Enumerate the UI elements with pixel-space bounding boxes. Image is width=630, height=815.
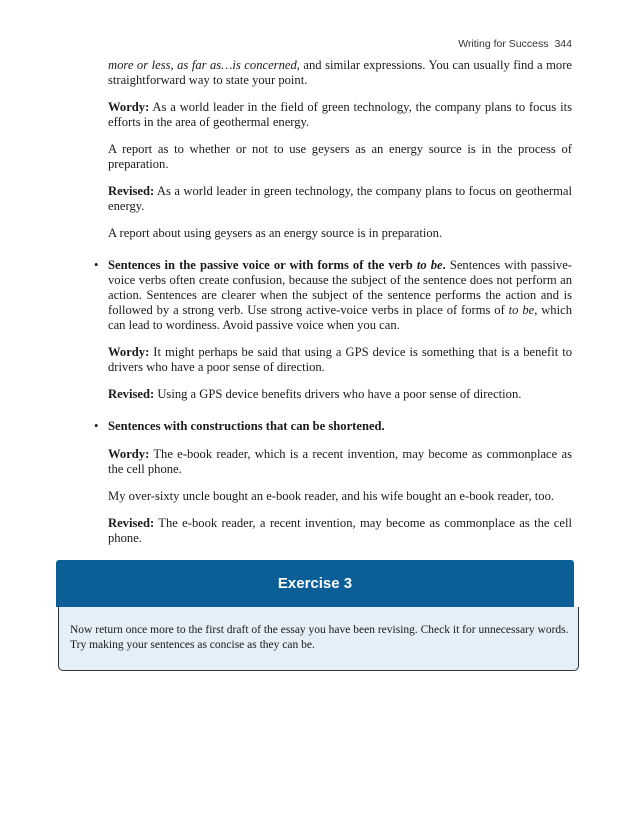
example-sentence: A report about using geysers as an energy source is in preparation. bbox=[108, 226, 443, 240]
wordy-example bbox=[108, 100, 572, 130]
paragraph-text: and similar expressions. You can usually find a more straightforward way to state your point. bbox=[108, 58, 572, 87]
running-header bbox=[458, 38, 572, 50]
revised-label: Revised: bbox=[108, 184, 155, 198]
example-text: The e-book reader, a recent invention, may become as commonplace as the cell phone. bbox=[108, 516, 572, 545]
italic-phrase: more or less, as far as…is concerned, bbox=[108, 58, 300, 72]
revised-label: Revised: bbox=[108, 387, 155, 401]
bullet-text: Sentences with passive-voice verbs often create confusion, because the subject of the sentence does not perform an action. Sentences are clearer when the subject of the sentence performs the action and is followed by a strong verb. Use strong active-voice verbs in place of forms of bbox=[108, 258, 572, 317]
revised-example bbox=[108, 184, 572, 214]
page-content bbox=[108, 58, 572, 585]
revised-label: Revised: bbox=[108, 516, 155, 530]
example-text: The e-book reader, which is a recent invention, may become as commonplace as the cell phone. bbox=[108, 447, 572, 476]
bullet-heading: Sentences in the passive voice or with forms of the verb to be. bbox=[108, 258, 446, 272]
page-number: 344 bbox=[554, 38, 572, 50]
wordy-label: Wordy: bbox=[108, 100, 150, 114]
revised-example bbox=[108, 387, 572, 402]
wordy-label: Wordy: bbox=[108, 345, 150, 359]
book-title: Writing for Success bbox=[458, 38, 549, 50]
revised-example bbox=[108, 516, 572, 546]
exercise-title: Exercise 3 bbox=[56, 560, 574, 607]
exercise-box bbox=[56, 560, 574, 666]
exercise-body: Now return once more to the first draft of the essay you have been revising. Check it for unnecessary words. Try making your sentences as concise as they can be. bbox=[58, 607, 579, 671]
example-text: Using a GPS device benefits drivers who have a poor sense of direction. bbox=[154, 387, 522, 401]
bullet-shortened bbox=[108, 419, 572, 434]
bullet-heading: Sentences with constructions that can be shortened. bbox=[108, 419, 385, 433]
example-text: As a world leader in the field of green technology, the company plans to focus its efforts in the area of geothermal energy. bbox=[108, 100, 572, 129]
example-text: It might perhaps be said that using a GPS device is something that is a benefit to drivers who have a poor sense of direction. bbox=[108, 345, 572, 374]
wordy-example bbox=[108, 345, 572, 375]
example-sentence: My over-sixty uncle bought an e-book reader, and his wife bought an e-book reader, too. bbox=[108, 489, 555, 503]
example-text: As a world leader in green technology, the company plans to focus on geothermal energy. bbox=[108, 184, 572, 213]
wordy-example bbox=[108, 447, 572, 477]
example-sentence: A report as to whether or not to use geysers as an energy source is in the process of preparation. bbox=[108, 142, 572, 171]
bullet-passive-voice bbox=[108, 258, 572, 333]
bullet-text: , which can lead to wordiness. Avoid passive voice when you can. bbox=[108, 303, 572, 332]
paragraph-continued bbox=[108, 58, 572, 88]
wordy-label: Wordy: bbox=[108, 447, 150, 461]
italic-phrase: to be bbox=[508, 303, 535, 317]
